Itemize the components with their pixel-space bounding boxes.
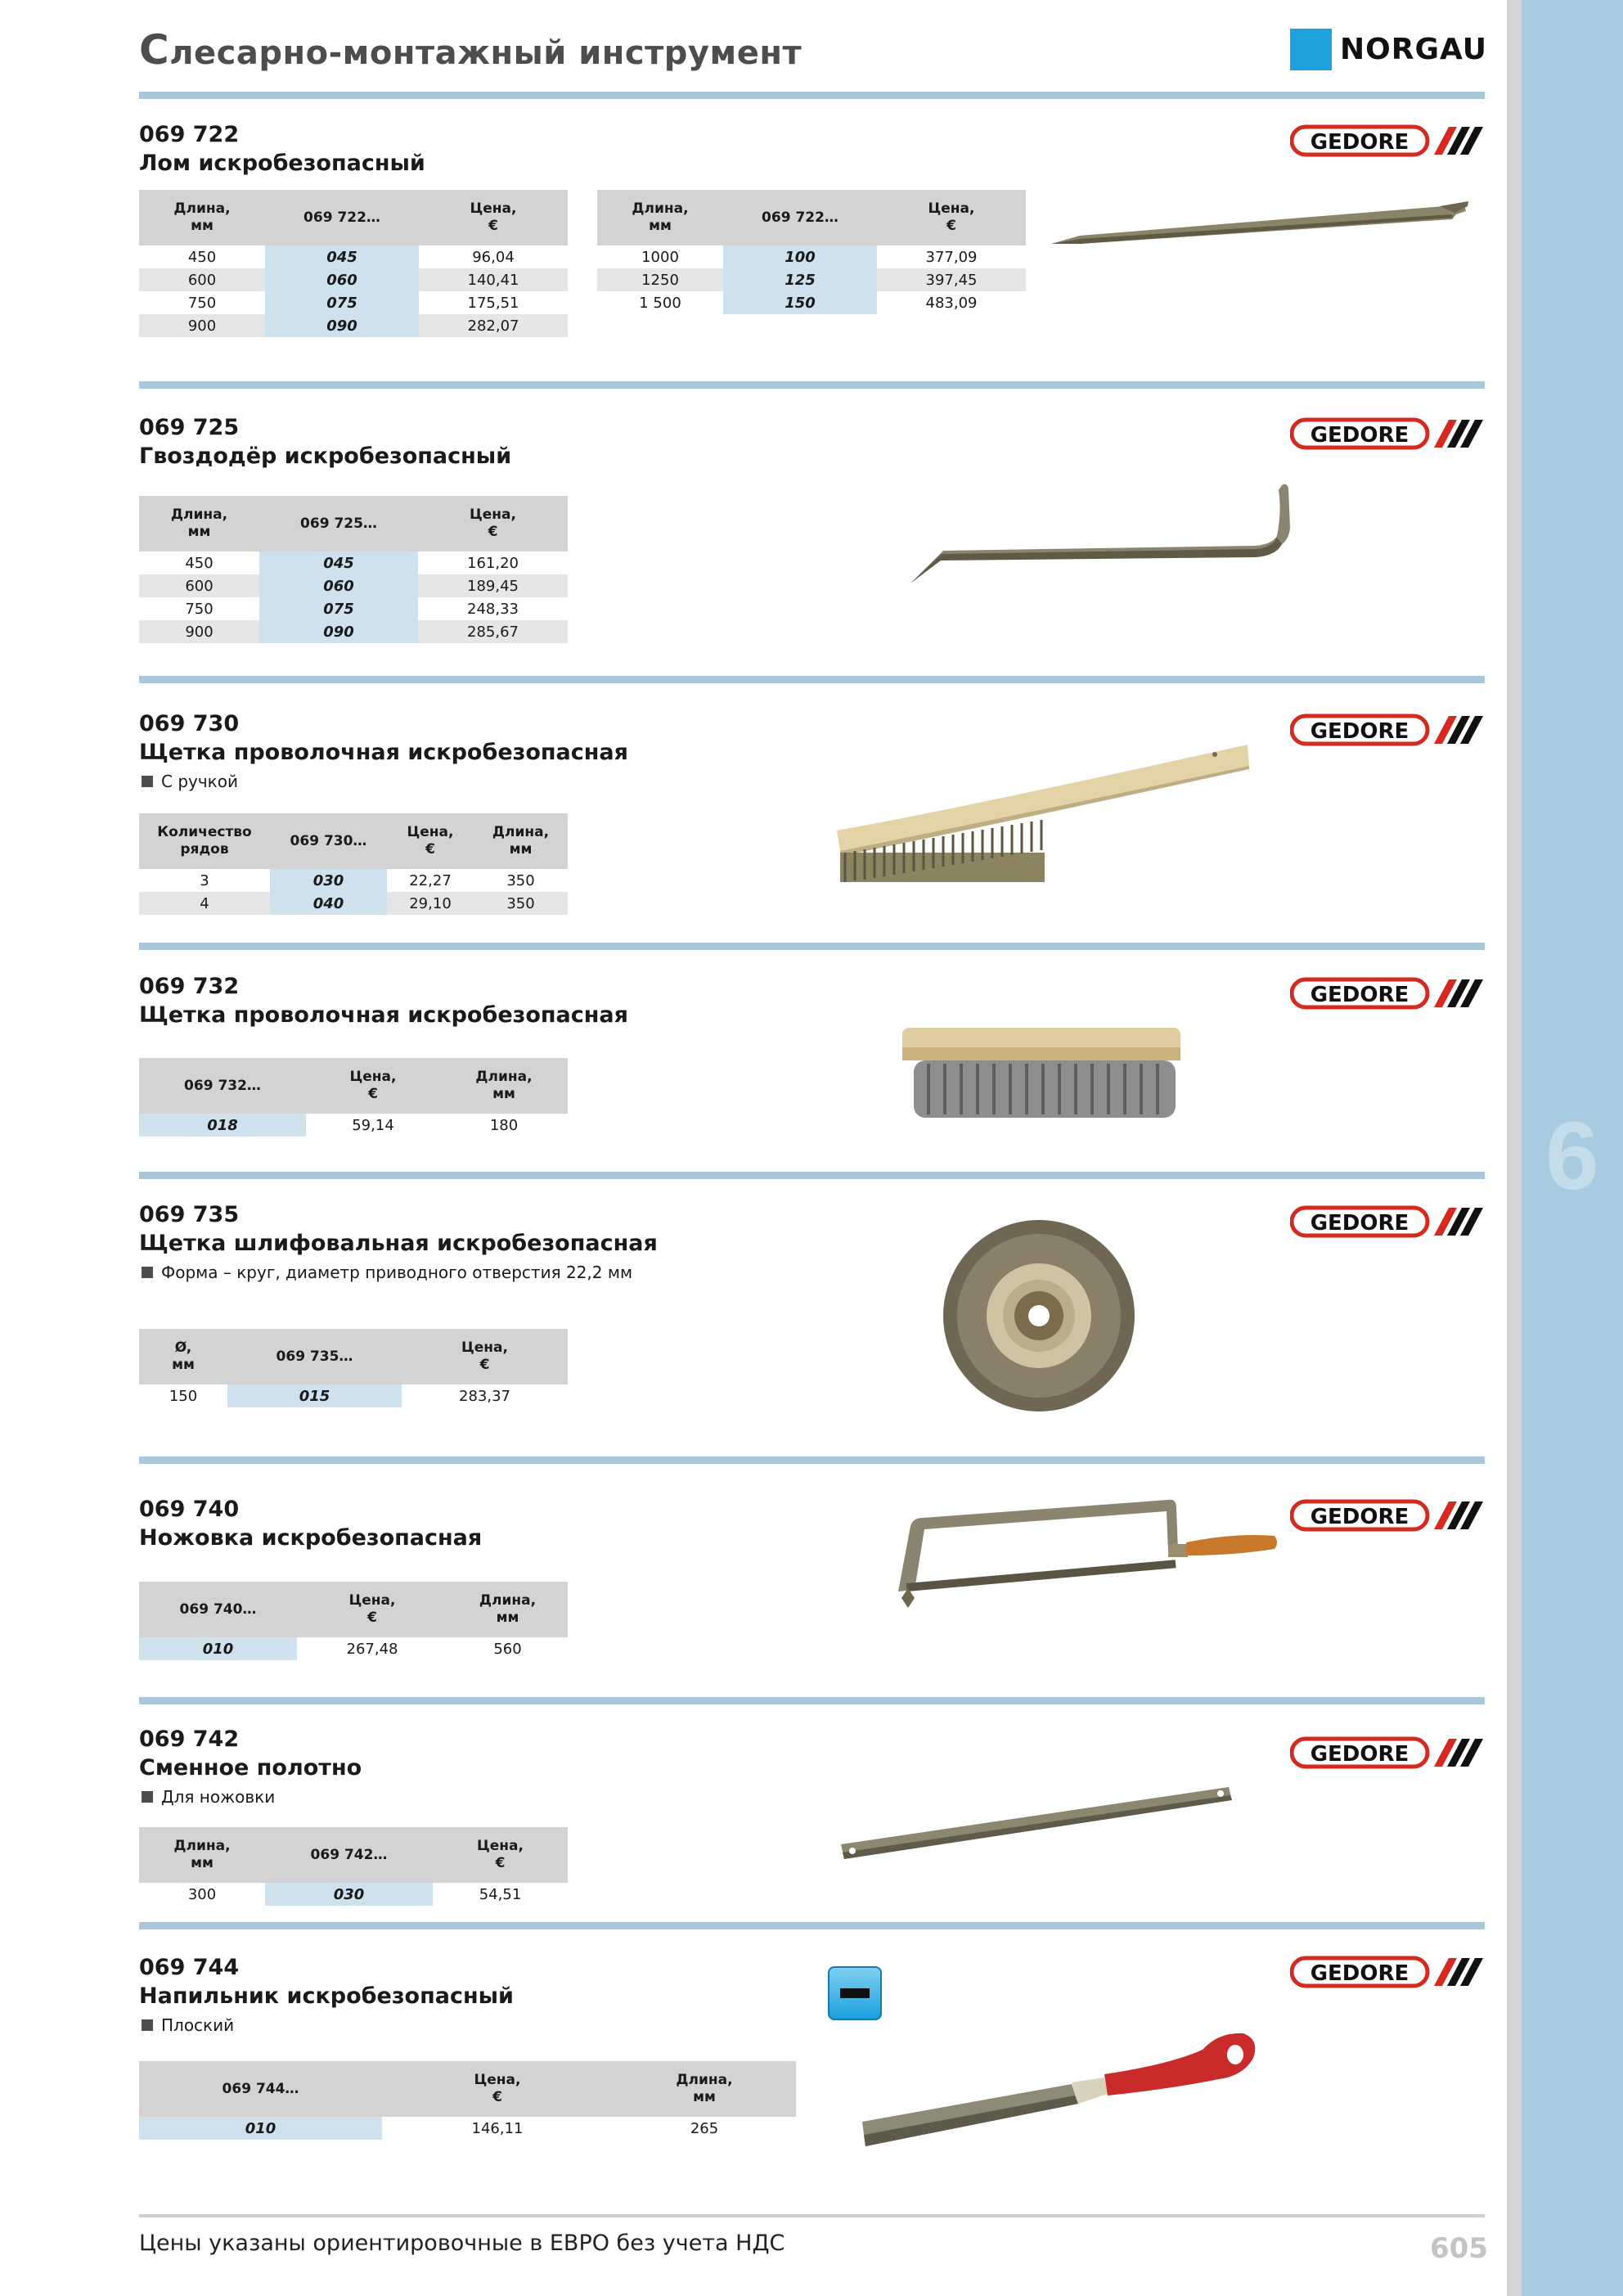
col-length: Длина, мм <box>613 2061 796 2117</box>
table-row <box>139 869 568 892</box>
table-cell: 450 <box>185 554 214 572</box>
wire-brush-image <box>830 736 1256 888</box>
bullet-icon <box>142 1791 153 1803</box>
article-code-cell: 030 <box>265 1883 433 1906</box>
gedore-logo <box>1290 1736 1485 1770</box>
col-length: Длина, мм <box>139 496 259 551</box>
gedore-logo-text: GEDORE <box>1310 1742 1409 1767</box>
section-divider <box>139 1922 1485 1929</box>
article-code-cell: 010 <box>139 1637 297 1660</box>
crowbar-image <box>1047 196 1472 262</box>
table-row <box>139 2117 796 2140</box>
table-cell: 96,04 <box>472 248 515 266</box>
gedore-logo-graphic <box>1290 1498 1485 1533</box>
table-cell: 600 <box>139 574 259 597</box>
price-table <box>139 1329 568 1407</box>
saw-blade-image <box>836 1776 1237 1866</box>
gedore-logo <box>1290 976 1485 1011</box>
col-price: Цена, € <box>297 1582 447 1637</box>
table-cell: 900 <box>139 620 259 643</box>
article-code-cell: 100 <box>723 245 877 268</box>
table-cell: 1000 <box>641 248 679 266</box>
table-cell: 161,20 <box>467 554 519 572</box>
gedore-logo-text: GEDORE <box>1310 983 1409 1007</box>
section-divider <box>139 92 1485 99</box>
col-price: Цена, € <box>306 1058 440 1114</box>
table-row <box>139 1114 568 1137</box>
price-table <box>139 1827 568 1906</box>
table-row <box>139 291 568 314</box>
flat-profile-bar <box>840 1988 870 1998</box>
table-row <box>597 245 1026 268</box>
article-code-cell: 090 <box>259 620 418 643</box>
bullet-icon <box>142 1267 153 1278</box>
gedore-logo-text: GEDORE <box>1310 1211 1409 1236</box>
gedore-logo-graphic <box>1290 1736 1485 1770</box>
col-price: Цена, € <box>402 1329 568 1384</box>
col-length: Длина, мм <box>440 1058 568 1114</box>
article-code-cell: 018 <box>139 1114 306 1137</box>
table-cell: 282,07 <box>419 314 568 337</box>
table-row <box>139 892 568 915</box>
footer-note: Цены указаны ориентировочные в ЕВРО без учета НДС <box>139 2231 785 2256</box>
col-code: 069 735… <box>227 1329 402 1384</box>
product-code: 069 735 <box>139 1202 240 1227</box>
gedore-logo <box>1290 1204 1485 1239</box>
col-length: Длина, мм <box>139 1827 265 1883</box>
col-length: Длина, мм <box>139 190 265 245</box>
product-name: Щетка шлифовальная искробезопасная <box>139 1231 658 1256</box>
gedore-logo-text: GEDORE <box>1310 423 1409 448</box>
table-cell: 146,11 <box>471 2119 524 2137</box>
product-code: 069 742 <box>139 1727 240 1752</box>
table-row <box>139 597 568 620</box>
table-cell: 350 <box>506 871 535 889</box>
table-cell: 248,33 <box>467 600 519 618</box>
price-table <box>139 496 568 643</box>
table-cell: 397,45 <box>877 268 1026 291</box>
flat-file-profile-icon <box>828 1966 882 2020</box>
col-price: Цена, € <box>419 190 568 245</box>
table-cell: 285,67 <box>418 620 568 643</box>
page-title: Слесарно-монтажный инструмент <box>139 26 803 74</box>
table-cell: 140,41 <box>419 268 568 291</box>
col-length: Длина, мм <box>474 813 568 869</box>
table-row <box>139 1637 568 1660</box>
table-cell: 300 <box>187 1885 217 1903</box>
table-cell: 750 <box>187 294 217 312</box>
article-code-cell: 030 <box>270 869 387 892</box>
section-divider <box>139 943 1485 950</box>
col-length: Длина, мм <box>447 1582 568 1637</box>
table-cell: 54,51 <box>479 1885 522 1903</box>
gedore-logo <box>1290 416 1485 451</box>
table-cell: 750 <box>185 600 214 618</box>
grinding-brush-image <box>941 1218 1137 1414</box>
gedore-logo-text: GEDORE <box>1310 1505 1409 1529</box>
product-name: Гвоздодёр искробезопасный <box>139 443 512 469</box>
gedore-logo-graphic <box>1290 976 1485 1011</box>
table-row <box>139 245 568 268</box>
product-name: Щетка проволочная искробезопасная <box>139 740 628 765</box>
col-price: Цена, € <box>433 1827 568 1883</box>
gedore-logo-graphic <box>1290 416 1485 451</box>
table-cell: 22,27 <box>409 871 452 889</box>
product-code: 069 722 <box>139 122 240 147</box>
col-code: 069 722… <box>265 190 419 245</box>
product-name: Ножовка искробезопасная <box>139 1525 483 1551</box>
col-price: Цена, € <box>387 813 474 869</box>
footer-divider <box>139 2214 1485 2217</box>
article-code-cell: 010 <box>139 2117 382 2140</box>
side-stripe <box>1507 0 1522 2296</box>
section-divider <box>139 1172 1485 1179</box>
article-code-cell: 060 <box>265 268 419 291</box>
product-note: Плоский <box>142 2015 234 2035</box>
table-row <box>139 574 568 597</box>
table-cell: 267,48 <box>346 1640 398 1658</box>
table-cell: 180 <box>489 1116 519 1134</box>
product-name: Сменное полотно <box>139 1755 362 1781</box>
table-cell: 1250 <box>597 268 723 291</box>
section-divider <box>139 1697 1485 1704</box>
norgau-logo <box>1290 27 1487 71</box>
hacksaw-image <box>890 1493 1283 1636</box>
product-note: Форма – круг, диаметр приводного отверстия 22,2 мм <box>142 1263 632 1282</box>
col-price: Цена, € <box>877 190 1026 245</box>
article-code-cell: 090 <box>265 314 419 337</box>
col-code: 069 725… <box>259 496 418 551</box>
price-table <box>139 2061 796 2140</box>
table-cell: 450 <box>187 248 217 266</box>
article-code-cell: 075 <box>265 291 419 314</box>
product-name: Лом искробезопасный <box>139 151 425 176</box>
gedore-logo <box>1290 124 1485 158</box>
norgau-logo-text: NORGAU <box>1340 32 1487 66</box>
gedore-logo-graphic <box>1290 1955 1485 1989</box>
col-price: Цена, € <box>418 496 568 551</box>
table-cell: 59,14 <box>352 1116 394 1134</box>
bullet-icon <box>142 2019 153 2031</box>
table-cell: 600 <box>139 268 265 291</box>
price-table <box>139 813 568 915</box>
article-code-cell: 125 <box>723 268 877 291</box>
col-diameter: Ø, мм <box>139 1329 227 1384</box>
table-row <box>597 268 1026 291</box>
col-code: 069 742… <box>265 1827 433 1883</box>
gedore-logo <box>1290 1498 1485 1533</box>
product-name: Напильник искробезопасный <box>139 1983 514 2009</box>
article-code-cell: 060 <box>259 574 418 597</box>
table-cell: 175,51 <box>467 294 519 312</box>
table-cell: 150 <box>169 1387 198 1405</box>
col-length: Длина, мм <box>597 190 723 245</box>
price-table <box>139 1582 568 1660</box>
table-row <box>139 268 568 291</box>
price-table <box>139 190 568 337</box>
price-table <box>597 190 1026 314</box>
bullet-icon <box>142 776 153 787</box>
table-cell: 350 <box>474 892 568 915</box>
article-code-cell: 040 <box>270 892 387 915</box>
table-cell: 29,10 <box>387 892 474 915</box>
gedore-logo <box>1290 1955 1485 1989</box>
block-brush-image <box>896 1023 1190 1125</box>
col-price: Цена, € <box>382 2061 613 2117</box>
table-cell: 900 <box>139 314 265 337</box>
product-code: 069 744 <box>139 1955 240 1980</box>
section-divider <box>139 381 1485 389</box>
article-code-cell: 150 <box>723 291 877 314</box>
gedore-logo-graphic <box>1290 1204 1485 1239</box>
article-code-cell: 015 <box>227 1384 402 1407</box>
col-code: 069 744… <box>139 2061 382 2117</box>
table-cell: 3 <box>200 871 209 889</box>
table-cell: 283,37 <box>459 1387 510 1405</box>
table-cell: 377,09 <box>925 248 978 266</box>
product-name: Щетка проволочная искробезопасная <box>139 1002 628 1028</box>
table-cell: 560 <box>493 1640 522 1658</box>
table-cell: 1 500 <box>639 294 681 312</box>
gedore-logo-text: GEDORE <box>1310 719 1409 744</box>
table-cell: 265 <box>690 2119 719 2137</box>
nail-puller-image <box>904 479 1297 589</box>
article-code-cell: 045 <box>259 551 418 574</box>
gedore-logo-graphic <box>1290 713 1485 747</box>
product-note: Для ножовки <box>142 1787 275 1807</box>
file-image <box>859 2025 1260 2156</box>
table-cell: 189,45 <box>418 574 568 597</box>
table-row <box>139 620 568 643</box>
col-code: 069 730… <box>270 813 387 869</box>
section-divider <box>139 1456 1485 1464</box>
article-code-cell: 045 <box>265 245 419 268</box>
table-cell: 4 <box>139 892 270 915</box>
table-row <box>597 291 1026 314</box>
product-code: 069 730 <box>139 711 240 736</box>
chapter-number: 6 <box>1545 1102 1599 1210</box>
gedore-logo-text: GEDORE <box>1310 1961 1409 1986</box>
col-code: 069 740… <box>139 1582 297 1637</box>
article-code-cell: 075 <box>259 597 418 620</box>
gedore-logo-graphic <box>1290 124 1485 158</box>
table-cell: 483,09 <box>925 294 978 312</box>
price-table <box>139 1058 568 1137</box>
gedore-logo <box>1290 713 1485 747</box>
table-row <box>139 1384 568 1407</box>
col-code: 069 732… <box>139 1058 306 1114</box>
gedore-logo-text: GEDORE <box>1310 130 1409 155</box>
page-number: 605 <box>1430 2232 1488 2265</box>
table-row <box>139 551 568 574</box>
norgau-logo-square <box>1290 29 1332 70</box>
table-row <box>139 1883 568 1906</box>
product-code: 069 725 <box>139 415 240 440</box>
col-rows: Количество рядов <box>139 813 270 869</box>
product-code: 069 740 <box>139 1497 240 1522</box>
col-code: 069 722… <box>723 190 877 245</box>
product-code: 069 732 <box>139 974 240 999</box>
section-divider <box>139 676 1485 683</box>
product-note: С ручкой <box>142 772 238 791</box>
table-row <box>139 314 568 337</box>
